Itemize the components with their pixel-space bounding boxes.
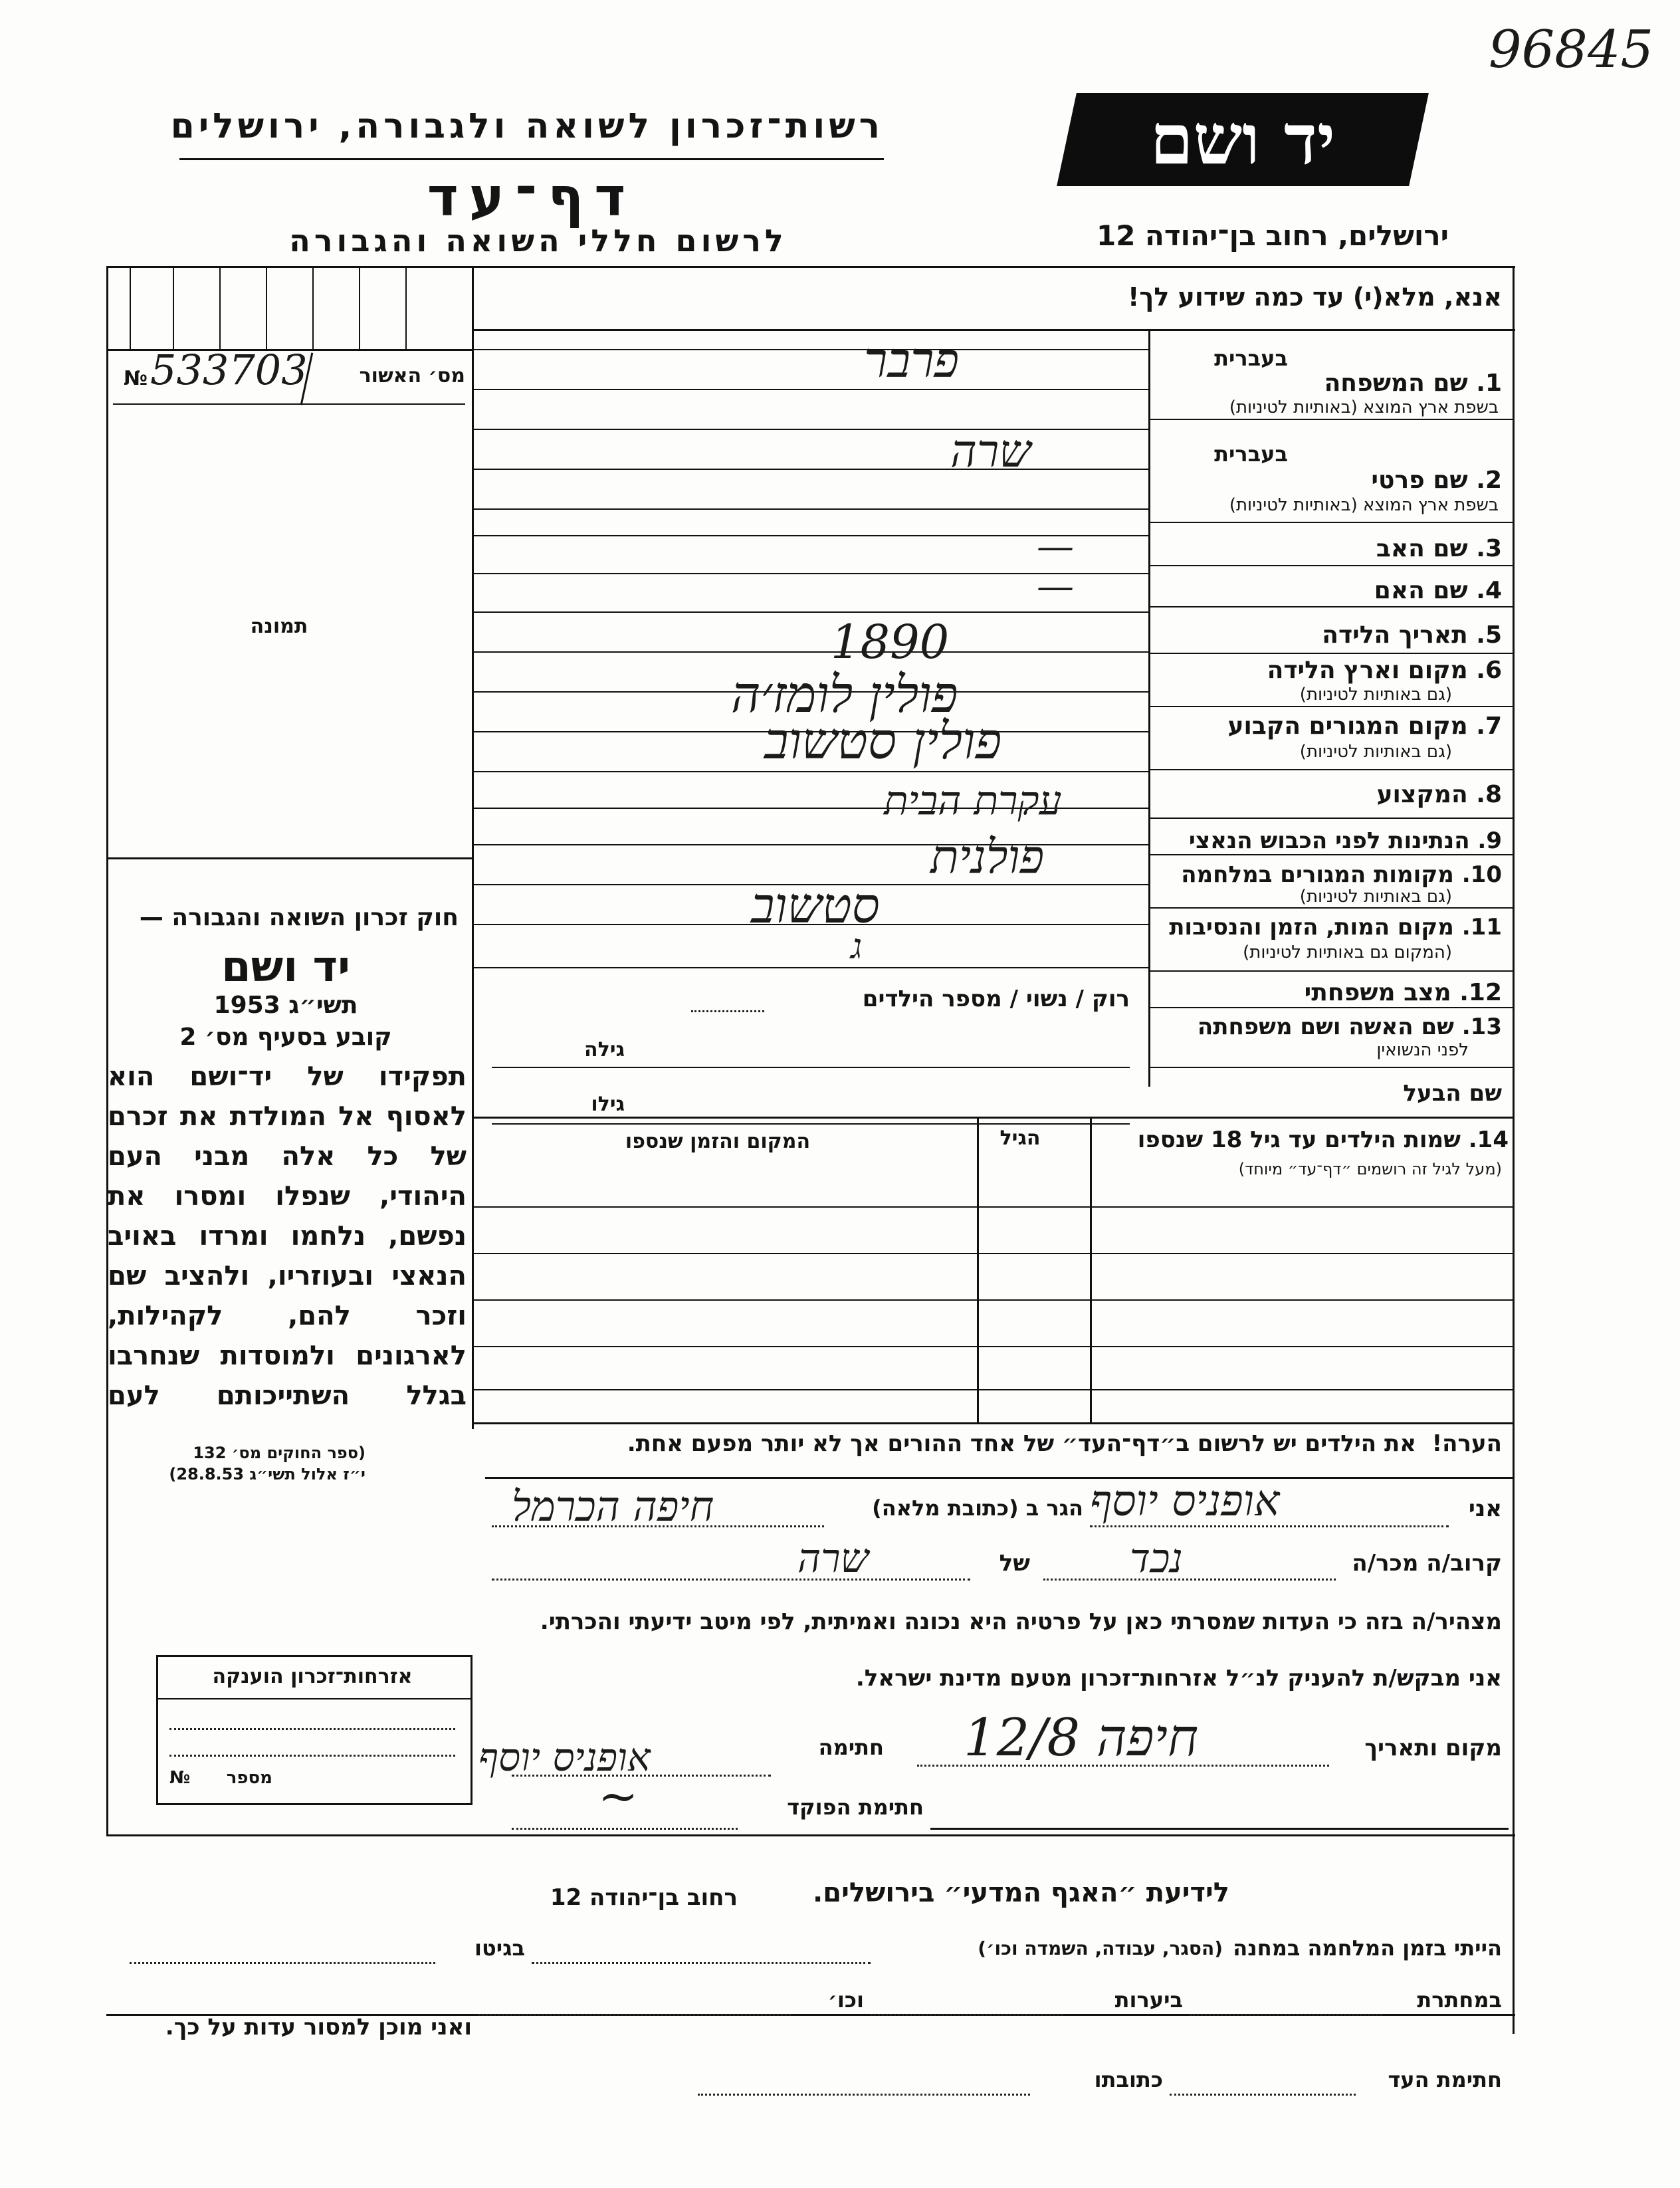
- archive-number: 96845: [1489, 20, 1654, 80]
- field-5-label: 5. תאריך הלידה: [1322, 621, 1502, 649]
- registration-number: 533703: [150, 346, 308, 394]
- label-column-divider: [1148, 329, 1150, 1087]
- address: ירושלים, רחוב בן־יהודה 12: [1096, 219, 1449, 252]
- law-citation-2: י״ז אלול תשי״ג 28.8.53): [169, 1465, 366, 1483]
- form-subtitle: לרשום חללי השואה והגבורה: [289, 223, 788, 259]
- footer-line3-a: חתימת העד: [1388, 2067, 1502, 2092]
- field-6-label: 6. מקום וארץ הלידה: [1267, 657, 1502, 684]
- field-1-hebrew: בעברית: [1214, 346, 1288, 371]
- field-9-label: 9. הנתינות לפני הכבוש הנאצי: [1188, 827, 1502, 854]
- citizenship-title: אזרחות־זכרון הוענקה: [212, 1665, 413, 1688]
- photo-box-bottom: [106, 857, 472, 859]
- registration-no-prefix: №: [124, 367, 148, 390]
- witness-residing-label: הגר ב (כתובת מלאה): [872, 1495, 1083, 1521]
- witness-of-name: שרה: [797, 1535, 869, 1582]
- field-6-sub: (גם באותיות לטיניות): [1299, 685, 1452, 705]
- frame-right: [1513, 266, 1515, 2034]
- field-13-sub: לפני הנשואין: [1376, 1040, 1469, 1060]
- law-heading: חוק זכרון השואה והגבורה —: [139, 904, 459, 931]
- frame-mid-bottom: [106, 1834, 1515, 1836]
- declaration: מצהיר/ה בזה כי העדות שמסרתי כאן על פרטיה היא נכונה ואמיתית, לפי מיטב ידיעתי והכרתי.: [540, 1608, 1502, 1635]
- footer-address: רחוב בן־יהודה 12: [550, 1884, 738, 1911]
- witness-address: חיפה הכרמל: [512, 1482, 714, 1531]
- left-column-divider: [472, 266, 474, 1429]
- husband-label: שם הבעל: [1403, 1080, 1502, 1107]
- field-2-value: שרה: [950, 425, 1031, 478]
- footer-line2-d: ואני מוכן למסור עדות על כך.: [165, 2014, 472, 2040]
- children-label: 14. שמות הילדים עד גיל 18 שנספו: [1137, 1127, 1509, 1153]
- note-line: הערה! את הילדים יש לרשום ב״דף־העד״ של אחד ההורים אך לא יותר מפעם אחת.: [627, 1430, 1502, 1457]
- field-4-value: —: [1037, 565, 1074, 608]
- law-year: תשי״ג 1953: [213, 992, 358, 1019]
- footer-line1-c: בגיטו: [474, 1935, 525, 1961]
- field-10-value: סטשוב: [751, 877, 880, 934]
- field-4-label: 4. שם האם: [1374, 577, 1502, 604]
- children-sub: (מעל לגיל זה רושמים ״דף־עד״ מיוחד): [1238, 1160, 1502, 1178]
- place-date: חיפה 12/8: [964, 1708, 1199, 1768]
- marital-options: רוק / נשוי / מספר הילדים: [862, 986, 1130, 1012]
- officer-signature: ~: [598, 1768, 639, 1824]
- field-3-value: —: [1037, 525, 1074, 568]
- frame-left: [106, 266, 108, 1834]
- footer-line3-b: כתובתו: [1094, 2067, 1163, 2092]
- field-7-value: פולין סטשוב: [764, 711, 1002, 770]
- form-title: דף־עד: [427, 166, 637, 228]
- registration-label: מס׳ האשור: [359, 364, 465, 387]
- field-10-label: 10. מקומות המגורים במלחמה: [1181, 861, 1502, 888]
- children-col-place: המקום והזמן שנספו: [625, 1130, 811, 1153]
- footer-line2-a: במחתרת: [1417, 1987, 1502, 2013]
- footer-line1-a: הייתי בזמן המלחמה במחנה: [1233, 1935, 1502, 1961]
- footer-line1-b: (הסגר, עבודה, השמדה וכו׳): [978, 1937, 1223, 1959]
- field-7-sub: (גם באותיות לטיניות): [1299, 742, 1452, 762]
- witness-relation: נכד: [1130, 1535, 1183, 1582]
- field-1-value: פרבר: [864, 332, 960, 388]
- field-2-sub: בשפת ארץ המוצא (באותיות לטיניות): [1229, 495, 1499, 515]
- field-3-label: 3. שם האב: [1376, 535, 1502, 562]
- field-13-label: 13. שם האשה ושם משפחתה: [1197, 1014, 1502, 1040]
- law-citation-1: (ספר החוקים מס׳ 132: [193, 1444, 366, 1462]
- request: אני מבקש/ת להעניק לנ״ל אזרחות־זכרון מטעם מדינת ישראל.: [855, 1665, 1502, 1692]
- children-table-bottom: [472, 1422, 1513, 1424]
- witness-name: אופניס יוסף: [1090, 1477, 1280, 1526]
- header-rule: [179, 158, 884, 160]
- signature: אופניס יוסף: [478, 1735, 651, 1780]
- instruction: אנא, מלא(י) עד כמה שידוע לך!: [1128, 282, 1502, 312]
- footer-line2-c: וכו׳: [827, 1987, 864, 2013]
- wife-age-label: גילה: [584, 1038, 625, 1061]
- field-6-value: פולין לומז׳ה: [731, 665, 958, 724]
- field-2-label: 2. שם פרטי: [1371, 467, 1502, 494]
- children-table-top: [472, 1117, 1513, 1119]
- photo-label: תמונה: [250, 615, 308, 638]
- field-12-label: 12. מצב משפחתי: [1304, 979, 1502, 1006]
- of-label: של: [999, 1550, 1030, 1577]
- logo-text: יד ושם: [1150, 98, 1336, 180]
- authority-line: רשות־זכרון לשואה ולגבורה, ירושלים: [170, 106, 884, 146]
- relative-label: קרוב/ה מכר/ה: [1352, 1550, 1502, 1577]
- husband-age-label: גילו: [591, 1093, 625, 1116]
- officer-label: חתימת הפוקד: [787, 1795, 924, 1820]
- law-text: תפקידו של יד־ושם הוא לאסוף אל המולדת את זכרם של כל אלה מבני העם היהודי, שנפלו ומסרו את נפשם, נלחמו ומרדו באויב הנאצי ובעוזריו, ולהציב שם וזכר להם, לקהילות, לארגונים ולמוסדות שנחרבו בגלל השתייכותם לעם: [108, 1061, 467, 1411]
- signature-label: חתימה: [818, 1735, 884, 1760]
- field-11-label: 11. מקום המות, הזמן והנסיבות: [1169, 914, 1502, 940]
- field-1-sub: בשפת ארץ המוצא (באותיות לטיניות): [1229, 397, 1499, 417]
- frame-top: [106, 266, 1515, 268]
- footer-title: לידיעת ״האגף המדעי״ בירושלים.: [813, 1878, 1229, 1908]
- children-col-age: הגיל: [999, 1127, 1041, 1150]
- citizenship-number-label: מספר: [226, 1768, 272, 1788]
- field-1-label: 1. שם המשפחה: [1324, 370, 1502, 397]
- law-name: יד ושם: [221, 942, 350, 992]
- note-rule: [485, 1477, 1513, 1479]
- footer-line2-b: ביערות: [1114, 1987, 1183, 2013]
- field-11-sub: (המקום גם באותיות לטיניות): [1243, 942, 1452, 962]
- place-date-label: מקום ותאריך: [1364, 1735, 1502, 1761]
- field-8-label: 8. המקצוע: [1376, 781, 1502, 808]
- instruction-rule: [472, 329, 1515, 331]
- field-5-value: 1890: [831, 615, 950, 669]
- field-2-hebrew: בעברית: [1214, 441, 1288, 467]
- field-8-value: עקרת הבית: [884, 778, 1062, 824]
- citizenship-no-prefix: №: [169, 1768, 191, 1788]
- witness-ani: אני: [1468, 1495, 1502, 1522]
- law-clause: קובע בסעיף מס׳ 2: [179, 1024, 392, 1051]
- field-11-mark: ג: [851, 927, 863, 967]
- field-10-sub: (גם באותיות לטיניות): [1299, 887, 1452, 907]
- field-7-label: 7. מקום המגורים הקבוע: [1227, 712, 1502, 740]
- field-9-value: פולנית: [930, 829, 1045, 884]
